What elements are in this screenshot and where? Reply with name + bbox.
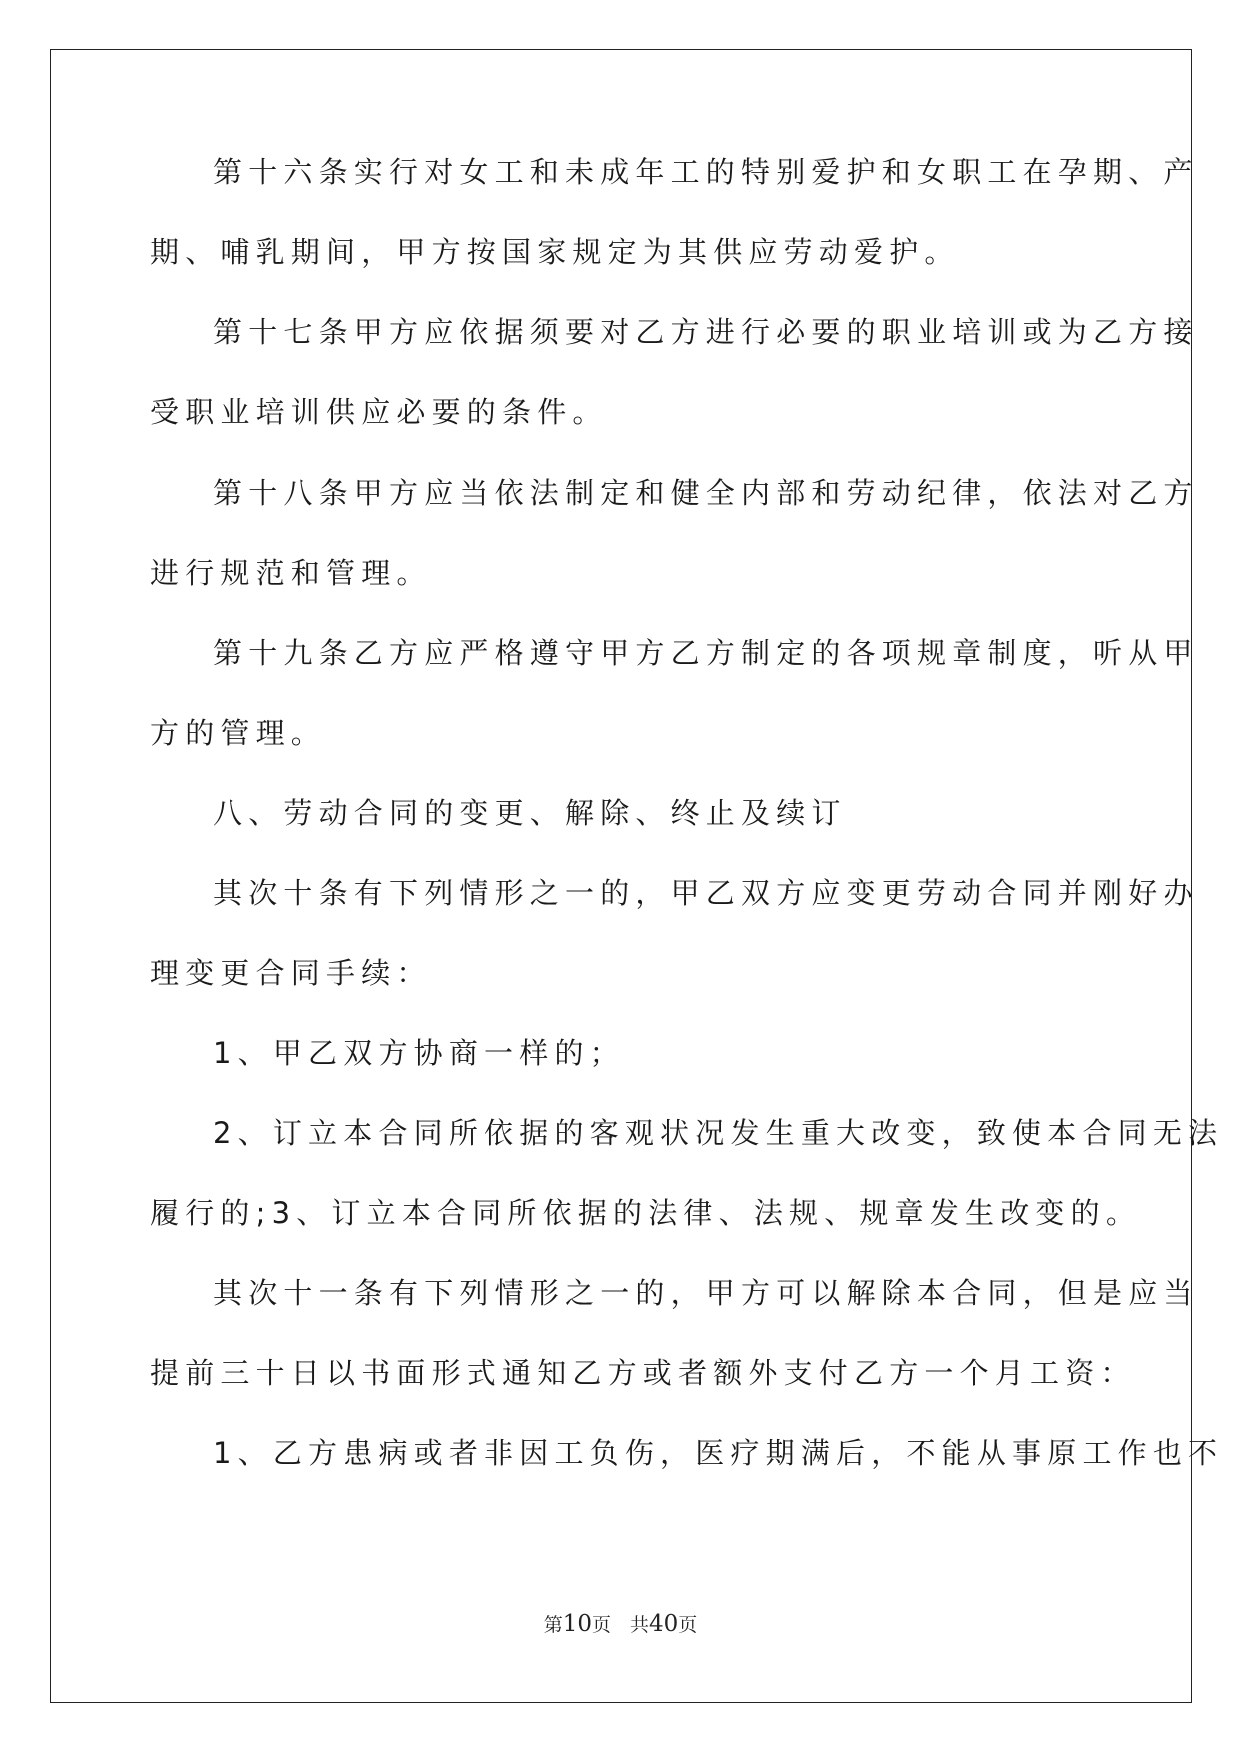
text-line: 第十七条甲方应依据须要对乙方进行必要的职业培训或为乙方接 <box>213 315 1199 349</box>
section-heading: 八、劳动合同的变更、解除、终止及续订 <box>213 796 847 830</box>
text-line: 理变更合同手续： <box>150 956 432 990</box>
text-line: 进行规范和管理。 <box>150 556 432 590</box>
list-item: 2、订立本合同所依据的客观状况发生重大改变，致使本合同无法 <box>213 1116 1224 1150</box>
text-line: 第十八条甲方应当依法制定和健全内部和劳动纪律，依法对乙方 <box>213 476 1199 510</box>
page-footer <box>0 1612 1241 1637</box>
text-line: 履行的;3、订立本合同所依据的法律、法规、规章发生改变的。 <box>150 1196 1142 1230</box>
text-line: 其次十条有下列情形之一的，甲乙双方应变更劳动合同并刚好办 <box>213 876 1199 910</box>
text-line: 期、哺乳期间，甲方按国家规定为其供应劳动爱护。 <box>150 235 960 269</box>
text-line: 其次十一条有下列情形之一的，甲方可以解除本合同，但是应当 <box>213 1276 1199 1310</box>
footer-suffix: 页 <box>678 1614 698 1636</box>
text-line: 受职业培训供应必要的条件。 <box>150 395 608 429</box>
total-page-number: 40 <box>649 1611 679 1637</box>
text-line: 方的管理。 <box>150 716 327 750</box>
current-page-number: 10 <box>562 1611 592 1637</box>
text-line: 第十六条实行对女工和未成年工的特别爱护和女职工在孕期、产 <box>213 155 1199 189</box>
footer-middle: 页 共 <box>591 1614 649 1636</box>
list-item: 1、乙方患病或者非因工负伤，医疗期满后，不能从事原工作也不 <box>213 1436 1224 1470</box>
text-line: 第十九条乙方应严格遵守甲方乙方制定的各项规章制度，听从甲 <box>213 636 1199 670</box>
footer-prefix: 第 <box>543 1614 563 1636</box>
text-line: 提前三十日以书面形式通知乙方或者额外支付乙方一个月工资： <box>150 1356 1136 1390</box>
list-item: 1、甲乙双方协商一样的； <box>213 1036 625 1070</box>
